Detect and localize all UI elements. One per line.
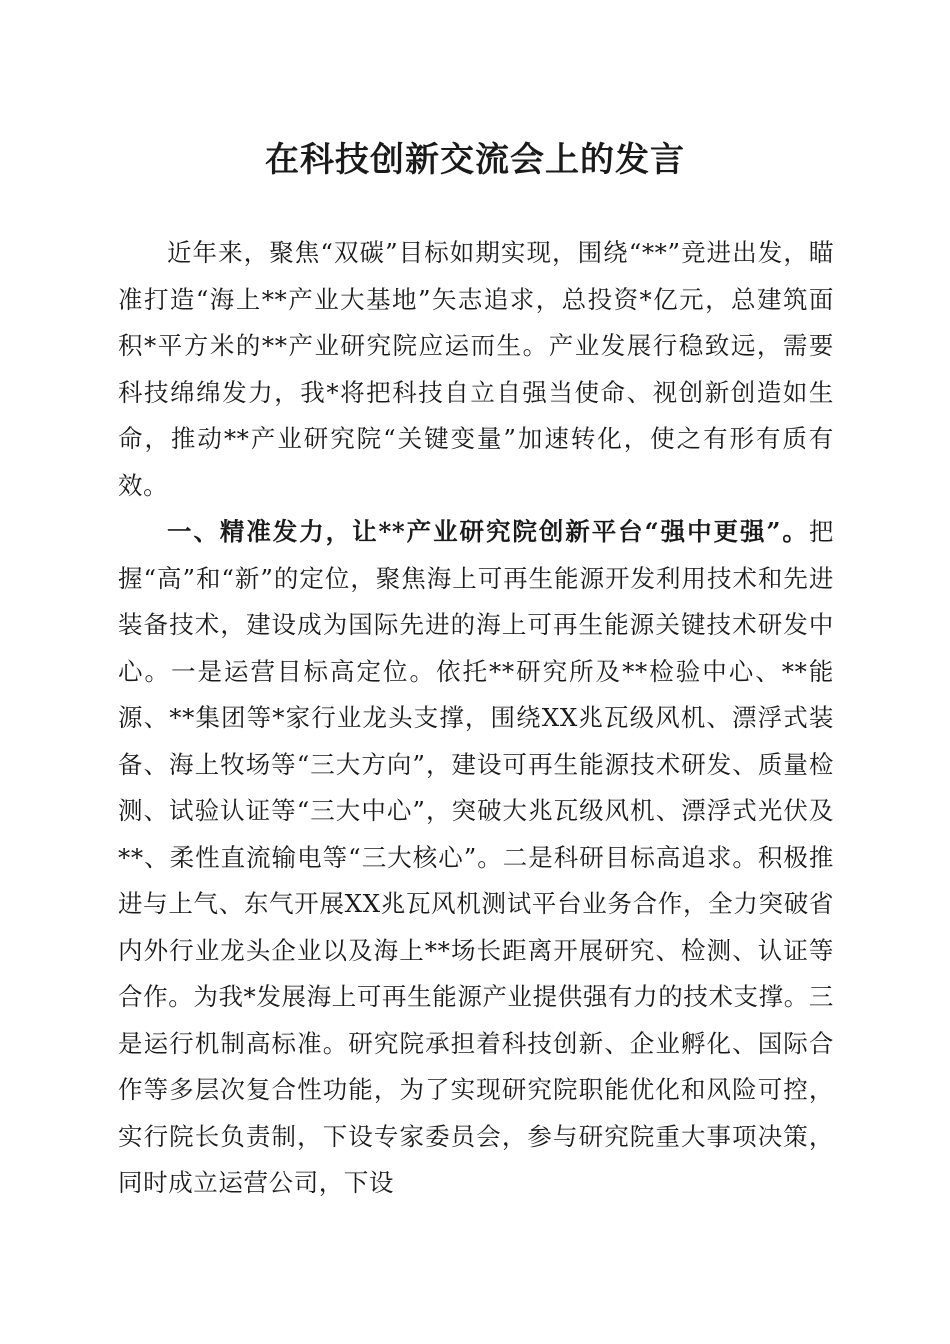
intro-paragraph: 近年来，聚焦“双碳”目标如期实现，围绕“**”竞进出发，瞄准打造“海上**产业大基地”矢志追求，总投资*亿元，总建筑面积*平方米的**产业研究院应运而生。产业发展行稳致远，需要科技绵绵发力，我*将把科技自立自强当使命、视创新创造如生命，推动**产业研究院“关键变量”加速转化，使之有形有质有效。 [118,238,834,500]
section-1-text: 把握“高”和“新”的定位，聚焦海上可再生能源开发利用技术和先进装备技术，建设成为国际先进的海上可再生能源关键技术研发中心。一是运营目标高定位。依托**研究所及**检验中心、**能源、**集团等*家行业龙头支撑，围绕XX兆瓦级风机、漂浮式装备、海上牧场等“三大方向”，建设可再生能源技术研发、质量检测、试验认证等“三大中心”，突破大兆瓦级风机、漂浮式光伏及**、柔性直流输电等“三大核心”。二是科研目标高追求。积极推进与上气、东气开展XX兆瓦风机测试平台业务合作，全力突破省内外行业龙头企业以及海上**场长距离开展研究、检测、认证等合作。为我*发展海上可再生能源产业提供强有力的技术支撑。三是运行机制高标准。研究院承担着科技创新、企业孵化、国际合作等多层次复合性功能，为了实现研究院职能优化和风险可控，实行院长负责制，下设专家委员会，参与研究院重大事项决策，同时成立运营公司，下设 [118,517,834,1197]
document-title: 在科技创新交流会上的发言 [265,140,685,180]
section-1-heading: 一、精准发力，让**产业研究院创新平台“强中更强”。 [167,517,809,546]
document-body [118,230,834,1207]
section-1-paragraph [118,509,834,1207]
